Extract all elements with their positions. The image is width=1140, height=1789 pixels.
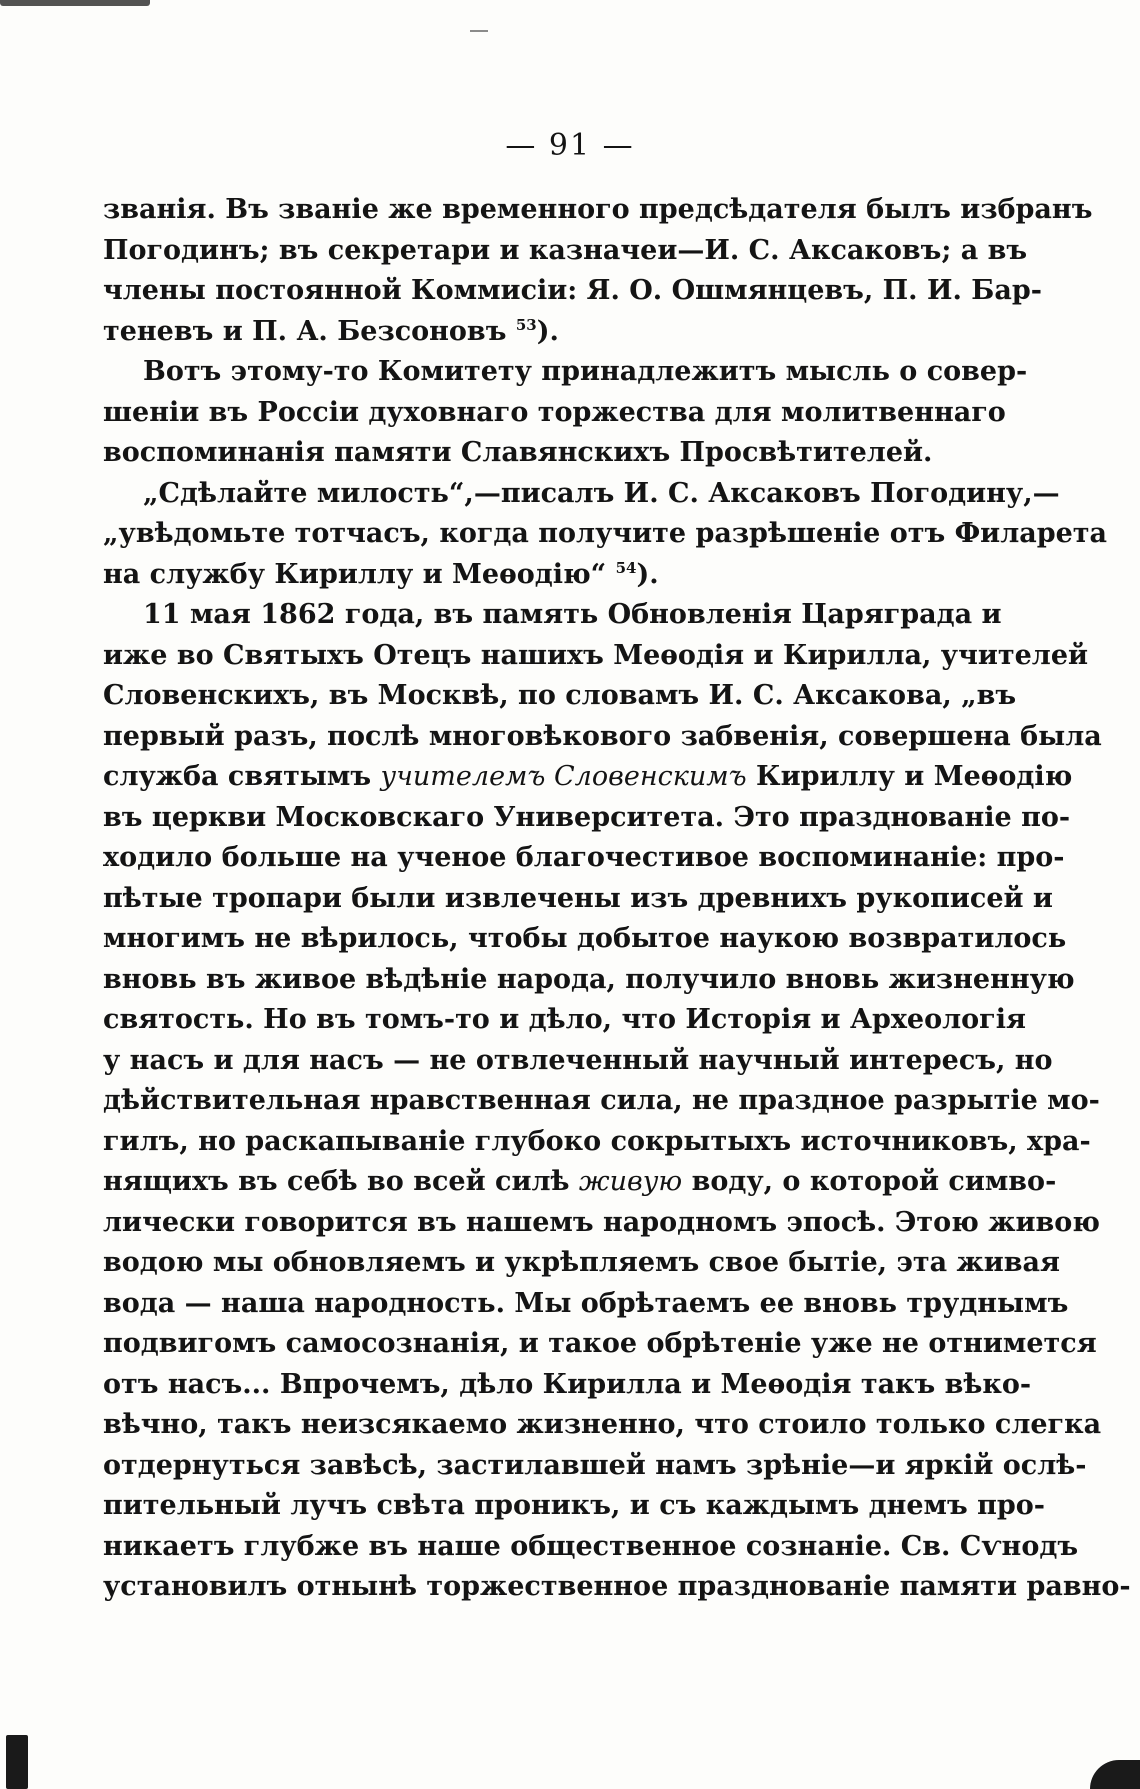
text-line: въ церкви Московскаго Университета. Это празднованіе по- (103, 801, 1071, 833)
scan-artifact-top-left (0, 0, 150, 6)
text-line: Словенскихъ, въ Москвѣ, по словамъ И. С. Аксакова, „въ (103, 680, 1017, 711)
text-line-tail: ). (536, 315, 559, 347)
text-line: подвигомъ самосознанія, и такое обрѣтеніе уже не отнимется (103, 1328, 1097, 1359)
text-line-content: воду, о которой симво- (691, 1166, 1057, 1197)
italic-phrase: живую (578, 1166, 683, 1197)
text-line-content: на службу Кириллу и Меѳодію“ (103, 558, 607, 590)
paragraph-4 (103, 595, 1131, 1608)
text-line: отдернуться завѣсѣ, застилавшей намъ зрѣніе—и яркій ослѣ- (103, 1449, 1087, 1481)
scan-artifact-bottom-right (1090, 1760, 1140, 1789)
text-line-content: теневъ и П. А. Безсоновъ (103, 315, 507, 347)
text-line: воспоминанія памяти Славянскихъ Просвѣтителей. (103, 437, 933, 468)
text-line: пительный лучъ свѣта проникъ, и съ каждымъ днемъ про- (103, 1490, 1045, 1521)
text-line-content: нящихъ въ себѣ во всей силѣ (103, 1166, 570, 1197)
footnote-ref: 53 (515, 315, 537, 334)
text-line: никаетъ глубже въ наше общественное сознаніе. Св. Сѵнодъ (103, 1530, 1079, 1562)
text-line: вновь въ живое вѣдѣніе народа, получило вновь жизненную (103, 963, 1075, 995)
paragraph-3 (103, 474, 1108, 596)
body-text (103, 190, 1131, 1608)
text-line: установилъ отнынѣ торжественное празднованіе памяти равно- (103, 1571, 1131, 1602)
paragraph-1 (103, 190, 1093, 352)
text-line: первый разъ, послѣ многовѣкового забвенія, совершена была (103, 720, 1102, 752)
text-line: шеніи въ Россіи духовнаго торжества для молитвеннаго (103, 396, 1006, 428)
text-line: ходило больше на ученое благочестивое воспоминаніе: про- (103, 842, 1065, 873)
text-line: Погодинъ; въ секретари и казначеи—И. С. Аксаковъ; а въ (103, 234, 1028, 266)
text-line: Вотъ этому-то Комитету принадлежитъ мысль о совер- (143, 356, 1028, 387)
text-line: лически говорится въ нашемъ народномъ эпосѣ. Этою живою (103, 1206, 1100, 1238)
paragraph-2 (103, 352, 1028, 474)
text-line (103, 555, 940, 596)
text-line-content: служба святымъ (103, 761, 372, 792)
text-line (103, 757, 1073, 798)
scan-artifact-top-dot (470, 30, 488, 32)
scan-artifact-bottom-left (6, 1735, 28, 1789)
text-line-tail: ). (636, 558, 659, 590)
text-line: дѣйствительная нравственная сила, не праздное разрытіе мо- (103, 1085, 1100, 1116)
italic-phrase: учителемъ Словенскимъ (380, 761, 747, 792)
text-line: „Сдѣлайте милость“,—писалъ И. С. Аксаковъ Погодину,— (143, 477, 1060, 509)
page-number: — 91 — (505, 128, 635, 163)
text-line: члены постоянной Коммисіи: Я. О. Ошмянцевъ, П. И. Бар- (103, 275, 1042, 306)
text-line: вѣчно, такъ неизсякаемо жизненно, что стоило только слегка (103, 1409, 1102, 1440)
text-line: отъ насъ... Впрочемъ, дѣло Кирилла и Меѳодія такъ вѣко- (103, 1368, 1032, 1400)
text-line: пѣтые тропари были извлечены изъ древнихъ рукописей и (103, 882, 1053, 914)
text-line: званія. Въ званіе же временного предсѣдателя былъ избранъ (103, 194, 1093, 225)
text-line: святость. Но въ томъ-то и дѣло, что Исторія и Археологія (103, 1004, 1026, 1035)
text-line: водою мы обновляемъ и укрѣпляемъ свое бытіе, эта живая (103, 1247, 1060, 1278)
text-line-content: Кириллу и Меѳодію (756, 761, 1073, 792)
text-line: вода — наша народность. Мы обрѣтаемъ ее вновь труднымъ (103, 1287, 1069, 1319)
text-line (103, 312, 940, 353)
text-line: у насъ и для насъ — не отвлеченный научный интересъ, но (103, 1044, 1053, 1076)
text-line: иже во Святыхъ Отецъ нашихъ Меѳодія и Кирилла, учителей (103, 639, 1089, 671)
text-line: „увѣдомьте тотчасъ, когда получите разрѣшеніе отъ Филарета (103, 518, 1108, 549)
text-line: гилъ, но раскапываніе глубоко сокрытыхъ источниковъ, хра- (103, 1125, 1091, 1157)
text-line (103, 1162, 1057, 1203)
text-line: 11 мая 1862 года, въ память Обновленія Царяграда и (143, 599, 1002, 630)
text-line: многимъ не вѣрилось, чтобы добытое наукою возвратилось (103, 923, 1067, 954)
footnote-ref: 54 (615, 558, 637, 577)
